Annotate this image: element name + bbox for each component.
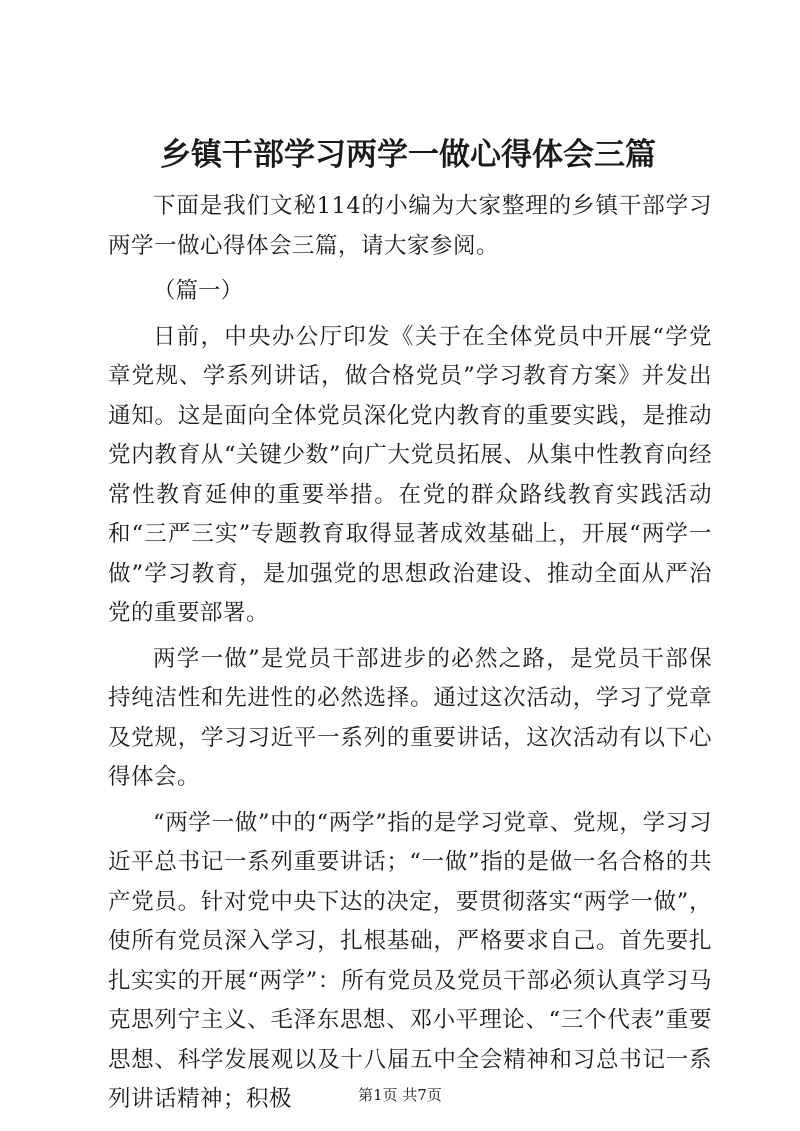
body-paragraph-3: “两学一做”中的“两学”指的是学习党章、党规，学习习近平总书记一系列重要讲话；“一做”指的是做一名合格的共产党员。针对党中央下达的决定，要贯彻落实“两学一做”，使所有党员深入学习，扎根基础，严格要求自己。首先要扎扎实实的开展“两学”：所有党员及党员干部必须认真学习马克思列宁主义、毛泽东思想、邓小平理论、“三个代表”重要思想、科学发展观以及十八届五中全会精神和习总书记一系列讲话精神；积极	[108, 809, 712, 1112]
section-label: （篇一）	[153, 278, 244, 304]
intro-paragraph: 下面是我们文秘114的小编为大家整理的乡镇干部学习两学一做心得体会三篇，请大家参阅。	[108, 193, 712, 259]
document-page	[108, 135, 712, 1120]
page-footer: 第1页 共7页	[358, 1086, 442, 1104]
body-paragraph-1: 日前，中央办公厅印发《关于在全体党员中开展“学党章党规、学系列讲话，做合格党员”学习教育方案》并发出通知。这是面向全体党员深化党内教育的重要实践，是推动党内教育从“关键少数”向广大党员拓展、从集中性教育向经常性教育延伸的重要举措。在党的群众路线教育实践活动和“三严三实”专题教育取得显著成效基础上，开展“两学一做”学习教育，是加强党的思想政治建设、推动全面从严治党的重要部署。	[108, 323, 712, 626]
document-title: 乡镇干部学习两学一做心得体会三篇	[160, 137, 656, 173]
body-paragraph-2: 两学一做”是党员干部进步的必然之路，是党员干部保持纯洁性和先进性的必然选择。通过这次活动，学习了党章及党规，学习习近平一系列的重要讲话，这次活动有以下心得体会。	[108, 645, 712, 790]
